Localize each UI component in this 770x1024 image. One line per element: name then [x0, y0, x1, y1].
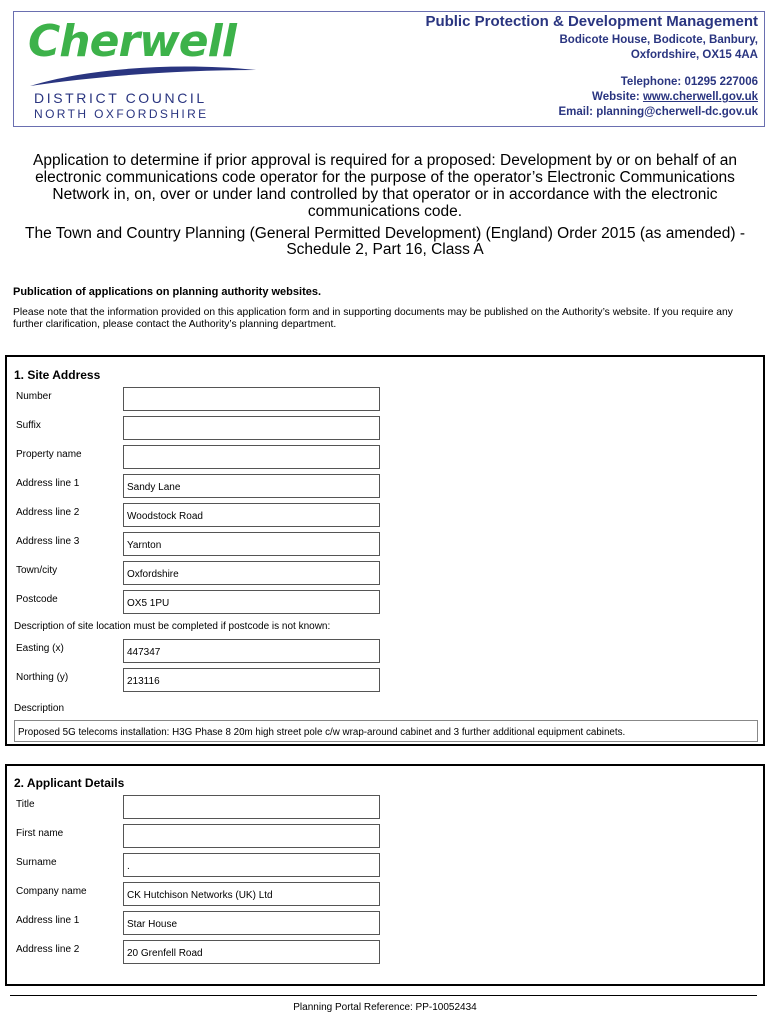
first-name-field[interactable] — [123, 824, 380, 848]
field-label: Address line 3 — [16, 536, 80, 547]
applicant-address-line-1-field[interactable]: Star House — [123, 911, 380, 935]
section-title: 2. Applicant Details — [14, 776, 125, 790]
description-label: Description — [14, 703, 65, 714]
location-note: Description of site location must be completed if postcode is not known: — [14, 621, 331, 632]
field-label: Postcode — [16, 594, 58, 605]
address-line-3-field[interactable]: Yarnton — [123, 532, 380, 556]
field-label: Surname — [16, 857, 57, 868]
address-line-2-field[interactable]: Woodstock Road — [123, 503, 380, 527]
footer-divider — [10, 995, 757, 996]
postcode-field[interactable]: OX5 1PU — [123, 590, 380, 614]
application-title: Application to determine if prior approval is required for a proposed: Development by or on behalf of an electronic communications code operator for the purpose of the operator’s Electronic Communications Network in, on, over or under land controlled by that operator or in accordance with the electronic communications code. — [33, 152, 737, 220]
description-field[interactable]: Proposed 5G telecoms installation: H3G Phase 8 20m high street pole c/w wrap-around cabinet and 3 further additional equipment cabinets. — [14, 720, 758, 742]
address-line-1-field[interactable]: Sandy Lane — [123, 474, 380, 498]
letterhead — [13, 11, 765, 127]
field-label: Number — [16, 391, 52, 402]
northing-field[interactable]: 213116 — [123, 668, 380, 692]
field-label: Address line 2 — [16, 507, 80, 518]
field-label: Title — [16, 799, 35, 810]
property-name-field[interactable] — [123, 445, 380, 469]
applicant-details-section — [5, 764, 765, 986]
address-line-2: Oxfordshire, OX15 4AA — [630, 49, 758, 61]
field-label: First name — [16, 828, 64, 839]
telephone-line: Telephone: 01295 227006 — [620, 76, 758, 88]
site-address-section — [5, 355, 765, 746]
publication-notice: Please note that the information provided on this application form and in supporting documents may be published on the Authority’s website. If you require any further clarification, please contact the Authority’s planning department. — [13, 307, 733, 330]
logo-district-council: DISTRICT COUNCIL — [34, 90, 207, 106]
telephone-number: 01295 227006 — [684, 76, 758, 88]
field-label: Address line 2 — [16, 944, 80, 955]
field-label: Town/city — [16, 565, 58, 576]
email-line: Email: planning@cherwell-dc.gov.uk — [558, 106, 758, 118]
town-city-field[interactable]: Oxfordshire — [123, 561, 380, 585]
planning-portal-reference: Planning Portal Reference: PP-10052434 — [293, 1002, 477, 1013]
department-name: Public Protection & Development Management — [425, 13, 758, 30]
email-address[interactable]: planning@cherwell-dc.gov.uk — [596, 106, 758, 118]
website-link[interactable]: www.cherwell.gov.uk — [642, 91, 758, 103]
order-reference: The Town and Country Planning (General Permitted Development) (England) Order 2015 (as amended) - Schedule 2, Part 16, Class A — [25, 225, 745, 258]
field-label: Address line 1 — [16, 915, 80, 926]
surname-field[interactable]: . — [123, 853, 380, 877]
field-label: Address line 1 — [16, 478, 80, 489]
field-label: Northing (y) — [16, 672, 69, 683]
company-name-field[interactable]: CK Hutchison Networks (UK) Ltd — [123, 882, 380, 906]
section-title: 1. Site Address — [14, 368, 101, 382]
address-line-1: Bodicote House, Bodicote, Banbury, — [559, 34, 758, 46]
easting-field[interactable]: 447347 — [123, 639, 380, 663]
publication-heading: Publication of applications on planning authority websites. — [13, 286, 322, 298]
council-contact — [425, 14, 758, 120]
suffix-field[interactable] — [123, 416, 380, 440]
number-field[interactable] — [123, 387, 380, 411]
logo-north-oxfordshire: NORTH OXFORDSHIRE — [34, 107, 209, 121]
field-label: Property name — [16, 449, 82, 460]
logo-swoosh-icon — [28, 64, 258, 88]
field-label: Easting (x) — [16, 643, 64, 654]
field-label: Company name — [16, 886, 87, 897]
applicant-address-line-2-field[interactable]: 20 Grenfell Road — [123, 940, 380, 964]
website-line: Website: www.cherwell.gov.uk — [592, 91, 758, 103]
title-field[interactable] — [123, 795, 380, 819]
field-label: Suffix — [16, 420, 41, 431]
logo-wordmark: Cherwell — [28, 16, 236, 67]
